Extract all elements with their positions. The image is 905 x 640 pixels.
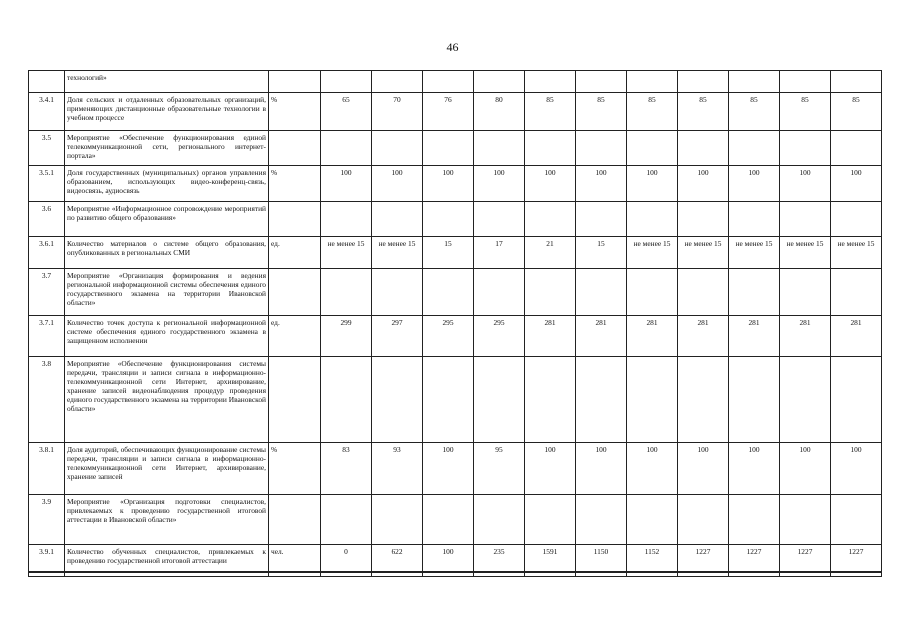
value-cell bbox=[423, 202, 474, 237]
row-number: 3.7 bbox=[29, 269, 65, 316]
value-cell bbox=[831, 202, 882, 237]
value-cell bbox=[372, 357, 423, 443]
page-number: 46 bbox=[446, 40, 459, 54]
value-cell: не менее 15 bbox=[372, 237, 423, 269]
value-cell: 15 bbox=[423, 237, 474, 269]
table-row bbox=[29, 71, 882, 93]
value-cell: 281 bbox=[780, 316, 831, 357]
value-cell: 1150 bbox=[576, 545, 627, 577]
value-cell bbox=[525, 131, 576, 166]
value-cell: 281 bbox=[576, 316, 627, 357]
value-cell: 1227 bbox=[729, 545, 780, 577]
value-cell: 65 bbox=[321, 93, 372, 131]
value-cell bbox=[831, 269, 882, 316]
unit-cell: ед. bbox=[269, 237, 321, 269]
value-cell bbox=[780, 131, 831, 166]
value-cell: не менее 15 bbox=[831, 237, 882, 269]
value-cell: 85 bbox=[831, 93, 882, 131]
value-cell: 295 bbox=[474, 316, 525, 357]
value-cell: 100 bbox=[423, 545, 474, 577]
value-cell: 299 bbox=[321, 316, 372, 357]
value-cell bbox=[627, 269, 678, 316]
value-cell bbox=[474, 269, 525, 316]
indicator-name: Мероприятие «Организация подготовки специалистов, привлекаемых к проведению государственной итоговой аттестации в Ивановской области» bbox=[65, 495, 269, 545]
indicator-name: Количество обученных специалистов, привлекаемых к проведению государственной итоговой аттестации bbox=[65, 545, 269, 577]
value-cell bbox=[321, 357, 372, 443]
unit-cell: % bbox=[269, 93, 321, 131]
value-cell: 281 bbox=[678, 316, 729, 357]
value-cell: 100 bbox=[525, 443, 576, 495]
unit-cell: чел. bbox=[269, 545, 321, 577]
value-cell bbox=[627, 495, 678, 545]
value-cell bbox=[627, 71, 678, 93]
value-cell bbox=[474, 495, 525, 545]
row-number: 3.8.1 bbox=[29, 443, 65, 495]
value-cell: 93 bbox=[372, 443, 423, 495]
value-cell: 1227 bbox=[831, 545, 882, 577]
value-cell bbox=[729, 269, 780, 316]
value-cell: 1227 bbox=[678, 545, 729, 577]
value-cell: 100 bbox=[627, 166, 678, 202]
value-cell: 1227 bbox=[780, 545, 831, 577]
row-number: 3.8 bbox=[29, 357, 65, 443]
indicator-name: Мероприятие «Обеспечение функционирования единой телекоммуникационной сети, регионального интернет-портала» bbox=[65, 131, 269, 166]
unit-cell bbox=[269, 495, 321, 545]
unit-cell: % bbox=[269, 443, 321, 495]
value-cell bbox=[423, 495, 474, 545]
value-cell: 85 bbox=[576, 93, 627, 131]
value-cell: 95 bbox=[474, 443, 525, 495]
value-cell bbox=[576, 202, 627, 237]
value-cell: не менее 15 bbox=[780, 237, 831, 269]
value-cell bbox=[525, 495, 576, 545]
value-cell bbox=[474, 202, 525, 237]
value-cell: 295 bbox=[423, 316, 474, 357]
value-cell bbox=[525, 269, 576, 316]
value-cell bbox=[525, 71, 576, 93]
value-cell: 100 bbox=[576, 443, 627, 495]
value-cell: 281 bbox=[525, 316, 576, 357]
value-cell: 100 bbox=[321, 166, 372, 202]
value-cell bbox=[627, 131, 678, 166]
value-cell: 85 bbox=[780, 93, 831, 131]
value-cell: 100 bbox=[729, 166, 780, 202]
value-cell: 100 bbox=[627, 443, 678, 495]
value-cell bbox=[831, 357, 882, 443]
row-number: 3.9 bbox=[29, 495, 65, 545]
value-cell bbox=[423, 71, 474, 93]
indicators-table bbox=[28, 70, 882, 577]
value-cell: 100 bbox=[525, 166, 576, 202]
value-cell bbox=[627, 202, 678, 237]
value-cell bbox=[780, 495, 831, 545]
table-row bbox=[29, 269, 882, 316]
value-cell bbox=[729, 202, 780, 237]
unit-cell bbox=[269, 71, 321, 93]
table-row bbox=[29, 316, 882, 357]
unit-cell bbox=[269, 202, 321, 237]
value-cell bbox=[474, 357, 525, 443]
table-row bbox=[29, 443, 882, 495]
table-row bbox=[29, 202, 882, 237]
table-row bbox=[29, 357, 882, 443]
value-cell bbox=[423, 269, 474, 316]
value-cell: не менее 15 bbox=[627, 237, 678, 269]
value-cell: 100 bbox=[576, 166, 627, 202]
value-cell: 281 bbox=[627, 316, 678, 357]
indicator-name: Доля государственных (муниципальных) органов управления образованием, использующих видео-конференц-связь, видеосвязь, аудиосвязь bbox=[65, 166, 269, 202]
row-number: 3.5 bbox=[29, 131, 65, 166]
value-cell bbox=[321, 202, 372, 237]
value-cell bbox=[423, 131, 474, 166]
value-cell: 85 bbox=[627, 93, 678, 131]
value-cell bbox=[780, 71, 831, 93]
value-cell bbox=[678, 357, 729, 443]
value-cell: 100 bbox=[831, 166, 882, 202]
row-number: 3.5.1 bbox=[29, 166, 65, 202]
value-cell: 100 bbox=[729, 443, 780, 495]
value-cell bbox=[372, 495, 423, 545]
value-cell bbox=[576, 71, 627, 93]
value-cell bbox=[678, 131, 729, 166]
value-cell bbox=[627, 357, 678, 443]
value-cell: не менее 15 bbox=[321, 237, 372, 269]
value-cell bbox=[525, 202, 576, 237]
table-row bbox=[29, 237, 882, 269]
unit-cell bbox=[269, 131, 321, 166]
value-cell: 1591 bbox=[525, 545, 576, 577]
indicator-name: Доля аудиторий, обеспечивающих функционирование системы передачи, трансляции и записи сигнала в информационно-телекоммуникационной сети Интернет, архивирование, хранение записей bbox=[65, 443, 269, 495]
value-cell bbox=[729, 71, 780, 93]
indicator-name: Мероприятие «Организация формирования и ведения региональной информационной системы обеспечения единого государственного экзамена на территории Ивановской области» bbox=[65, 269, 269, 316]
indicator-name: Мероприятие «Информационное сопровождение мероприятий по развитию общего образования» bbox=[65, 202, 269, 237]
table-row bbox=[29, 166, 882, 202]
value-cell: не менее 15 bbox=[729, 237, 780, 269]
indicator-name: Количество материалов о системе общего образования, опубликованных в региональных СМИ bbox=[65, 237, 269, 269]
indicator-name: Доля сельских и отдаленных образовательных организаций, применяющих дистанционные образовательные технологии в учебном процессе bbox=[65, 93, 269, 131]
unit-cell: % bbox=[269, 166, 321, 202]
row-number: 3.6.1 bbox=[29, 237, 65, 269]
value-cell: 21 bbox=[525, 237, 576, 269]
row-number: 3.6 bbox=[29, 202, 65, 237]
value-cell: 85 bbox=[678, 93, 729, 131]
value-cell: 100 bbox=[678, 443, 729, 495]
value-cell: 622 bbox=[372, 545, 423, 577]
value-cell bbox=[372, 202, 423, 237]
value-cell: 83 bbox=[321, 443, 372, 495]
value-cell bbox=[474, 71, 525, 93]
value-cell: 100 bbox=[678, 166, 729, 202]
value-cell bbox=[831, 131, 882, 166]
value-cell: 100 bbox=[423, 443, 474, 495]
row-number: 3.7.1 bbox=[29, 316, 65, 357]
value-cell bbox=[729, 495, 780, 545]
unit-cell: ед. bbox=[269, 316, 321, 357]
value-cell: не менее 15 bbox=[678, 237, 729, 269]
value-cell bbox=[321, 71, 372, 93]
value-cell: 100 bbox=[780, 443, 831, 495]
value-cell bbox=[780, 202, 831, 237]
value-cell bbox=[678, 202, 729, 237]
value-cell: 85 bbox=[729, 93, 780, 131]
row-number: 3.9.1 bbox=[29, 545, 65, 577]
indicator-name: Количество точек доступа к региональной информационной системе обеспечения единого государственного экзамена в защищенном исполнении bbox=[65, 316, 269, 357]
value-cell: 100 bbox=[423, 166, 474, 202]
value-cell: 15 bbox=[576, 237, 627, 269]
value-cell bbox=[729, 357, 780, 443]
row-number: 3.4.1 bbox=[29, 93, 65, 131]
unit-cell bbox=[269, 269, 321, 316]
value-cell: 80 bbox=[474, 93, 525, 131]
value-cell: 100 bbox=[831, 443, 882, 495]
value-cell bbox=[576, 269, 627, 316]
unit-cell bbox=[269, 357, 321, 443]
indicator-name: технологий» bbox=[65, 71, 269, 93]
value-cell bbox=[831, 71, 882, 93]
value-cell: 0 bbox=[321, 545, 372, 577]
value-cell bbox=[678, 71, 729, 93]
value-cell bbox=[321, 495, 372, 545]
value-cell bbox=[678, 269, 729, 316]
value-cell: 297 bbox=[372, 316, 423, 357]
value-cell: 281 bbox=[831, 316, 882, 357]
value-cell bbox=[321, 269, 372, 316]
value-cell: 70 bbox=[372, 93, 423, 131]
value-cell bbox=[372, 269, 423, 316]
value-cell bbox=[474, 131, 525, 166]
value-cell: 100 bbox=[474, 166, 525, 202]
value-cell bbox=[678, 495, 729, 545]
value-cell bbox=[525, 357, 576, 443]
value-cell bbox=[780, 357, 831, 443]
value-cell bbox=[321, 131, 372, 166]
value-cell: 100 bbox=[780, 166, 831, 202]
row-divider bbox=[28, 571, 881, 573]
value-cell: 85 bbox=[525, 93, 576, 131]
value-cell bbox=[372, 131, 423, 166]
table-row bbox=[29, 93, 882, 131]
value-cell bbox=[780, 269, 831, 316]
value-cell bbox=[831, 495, 882, 545]
table-row bbox=[29, 495, 882, 545]
value-cell bbox=[372, 71, 423, 93]
indicator-name: Мероприятие «Обеспечение функционирования системы передачи, трансляции и записи сигнала в информационно-телекоммуникационной сети Интернет, архивирование, хранение записей видеонаблюдения процедур проведения единого государственного экзамена на территории Ивановской области» bbox=[65, 357, 269, 443]
value-cell bbox=[729, 131, 780, 166]
value-cell: 281 bbox=[729, 316, 780, 357]
value-cell: 76 bbox=[423, 93, 474, 131]
value-cell bbox=[576, 357, 627, 443]
value-cell: 100 bbox=[372, 166, 423, 202]
value-cell: 17 bbox=[474, 237, 525, 269]
value-cell bbox=[576, 131, 627, 166]
value-cell bbox=[423, 357, 474, 443]
value-cell bbox=[576, 495, 627, 545]
row-number bbox=[29, 71, 65, 93]
table-body bbox=[29, 71, 882, 577]
value-cell: 1152 bbox=[627, 545, 678, 577]
table-row bbox=[29, 131, 882, 166]
value-cell: 235 bbox=[474, 545, 525, 577]
